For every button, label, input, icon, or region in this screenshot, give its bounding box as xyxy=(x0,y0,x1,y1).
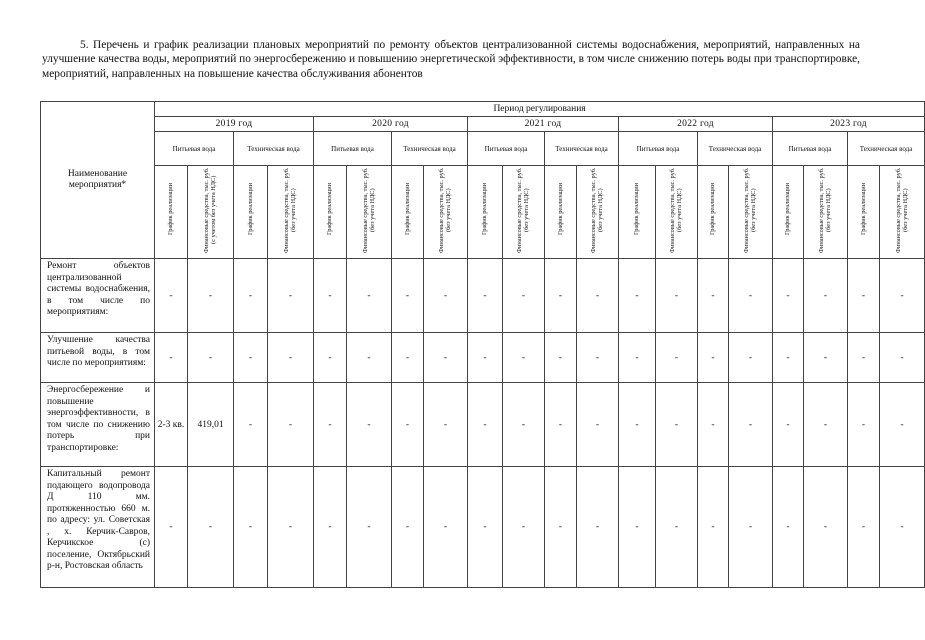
value-cell: - xyxy=(188,333,234,383)
value-cell: - xyxy=(392,259,424,333)
value-cell: - xyxy=(468,333,503,383)
drinking-water-header: Питьевая вода xyxy=(619,132,698,166)
subheader-label: Финансовые средства, тыс. руб. (без учета НДС) xyxy=(283,166,298,253)
value-cell: - xyxy=(848,259,880,333)
value-cell: - xyxy=(656,333,698,383)
year-header: 2022 год xyxy=(619,117,773,132)
value-cell: - xyxy=(804,259,848,333)
measure-name: Капитальный ремонт подающего водопровода Д 110 мм. протяженностью 660 м. по адресу: ул. Советская , х. Керчик-Савров, Керчикское (с) поселение, Октябрьский р-н, Ростовская область xyxy=(41,467,155,588)
value-cell: - xyxy=(347,333,392,383)
table-row xyxy=(41,259,925,333)
measure-name: Ремонт объектов централизованной системы водоснабжения, в том числе по мероприятиям: xyxy=(41,259,155,333)
value-cell: - xyxy=(698,259,729,333)
subheader-label: График реализации xyxy=(326,183,334,236)
drinking-water-header: Питьевая вода xyxy=(314,132,392,166)
value-cell: - xyxy=(314,333,347,383)
value-cell: - xyxy=(773,467,804,588)
funds-subheader xyxy=(188,166,234,259)
value-cell: - xyxy=(880,467,925,588)
value-cell: - xyxy=(656,467,698,588)
year-header: 2020 год xyxy=(314,117,468,132)
technical-water-header: Техническая вода xyxy=(392,132,468,166)
value-cell: 2-3 кв. xyxy=(155,383,188,467)
schedule-subheader xyxy=(155,166,188,259)
subheader-label: Финансовые средства, тыс. руб. (без учета НДС) xyxy=(743,166,758,253)
value-cell: 419,01 xyxy=(188,383,234,467)
value-cell: - xyxy=(392,467,424,588)
funds-subheader xyxy=(804,166,848,259)
value-cell: - xyxy=(392,383,424,467)
value-cell: - xyxy=(577,333,619,383)
value-cell: - xyxy=(424,383,468,467)
value-cell: - xyxy=(773,333,804,383)
name-header: Наименование мероприятия* xyxy=(41,102,155,259)
table-row xyxy=(41,383,925,467)
value-cell: - xyxy=(424,333,468,383)
value-cell: - xyxy=(656,383,698,467)
measure-name: Энергосбережение и повышение энергоэффективности, в том числе по снижению потерь при транспортировке: xyxy=(41,383,155,467)
value-cell: - xyxy=(773,383,804,467)
schedule-subheader xyxy=(848,166,880,259)
value-cell: - xyxy=(503,259,545,333)
subheader-label: Финансовые средства, тыс. руб. (без учета НДС) xyxy=(894,166,910,253)
subheader-label: Финансовые средства, тыс. руб. (без учета НДС) xyxy=(590,166,605,253)
value-cell: - xyxy=(619,467,656,588)
value-cell: - xyxy=(698,333,729,383)
value-cell: - xyxy=(468,467,503,588)
subheader-label: Финансовые средства, тыс. руб. (без учета НДС) xyxy=(361,166,376,253)
value-cell: - xyxy=(880,383,925,467)
schedule-subheader xyxy=(392,166,424,259)
value-cell: - xyxy=(880,259,925,333)
value-cell: - xyxy=(268,467,314,588)
value-cell: - xyxy=(347,383,392,467)
value-cell: - xyxy=(773,259,804,333)
value-cell: - xyxy=(619,259,656,333)
value-cell: - xyxy=(545,467,577,588)
value-cell: - xyxy=(268,333,314,383)
value-cell: - xyxy=(577,383,619,467)
value-cell: - xyxy=(619,333,656,383)
value-cell: - xyxy=(503,383,545,467)
value-cell: - xyxy=(347,259,392,333)
drinking-water-header: Питьевая вода xyxy=(155,132,234,166)
funds-subheader xyxy=(503,166,545,259)
value-cell: - xyxy=(545,259,577,333)
funds-subheader xyxy=(729,166,773,259)
value-cell: - xyxy=(804,467,848,588)
subheader-label: Финансовые средства, тыс. руб. (без учета НДС) xyxy=(438,166,453,253)
measure-name: Улучшение качества питьевой воды, в том числе по мероприятиям: xyxy=(41,333,155,383)
funds-subheader xyxy=(880,166,925,259)
period-row xyxy=(41,102,925,117)
schedule-subheader xyxy=(234,166,268,259)
technical-water-header: Техническая вода xyxy=(848,132,925,166)
value-cell: - xyxy=(545,383,577,467)
value-cell: - xyxy=(424,467,468,588)
period-header: Период регулирования xyxy=(155,102,925,117)
section-heading: 5. Перечень и график реализации плановых мероприятий по ремонту объектов централизованной системы водоснабжения, мероприятий, направленных на улучшение качества воды, мероприятий по энергосбережению и повышению энергетической эффективности, в том числе снижению потерь воды при транспортировке, мероприятий, направленных на повышение качества обслуживания абонентов xyxy=(42,39,860,80)
value-cell: - xyxy=(268,383,314,467)
subheader-label: График реализации xyxy=(556,183,564,236)
subheader-label: График реализации xyxy=(709,183,717,236)
value-cell: - xyxy=(729,333,773,383)
subheader-label: График реализации xyxy=(633,183,641,236)
year-header: 2019 год xyxy=(155,117,314,132)
value-cell: - xyxy=(729,259,773,333)
value-cell: - xyxy=(880,333,925,383)
schedule-subheader xyxy=(545,166,577,259)
value-cell: - xyxy=(155,333,188,383)
subheader-label: График реализации xyxy=(859,183,867,236)
year-row xyxy=(41,117,925,132)
value-cell: - xyxy=(188,259,234,333)
value-cell: - xyxy=(729,467,773,588)
value-cell: - xyxy=(545,333,577,383)
value-cell: - xyxy=(234,333,268,383)
value-cell: - xyxy=(577,259,619,333)
value-cell: - xyxy=(234,383,268,467)
funds-subheader xyxy=(577,166,619,259)
subheader-label: Финансовые средства, тыс. руб. (без учета НДС) xyxy=(818,166,833,253)
drinking-water-header: Питьевая вода xyxy=(468,132,545,166)
subheader-label: Финансовые средства, тыс. руб. (без учета НДС) xyxy=(516,166,531,253)
technical-water-header: Техническая вода xyxy=(698,132,773,166)
schedule-subheader xyxy=(619,166,656,259)
schedule-subheader xyxy=(468,166,503,259)
value-cell: - xyxy=(468,383,503,467)
funds-subheader xyxy=(347,166,392,259)
value-cell: - xyxy=(314,259,347,333)
schedule-subheader xyxy=(314,166,347,259)
value-cell: - xyxy=(804,383,848,467)
table-row xyxy=(41,333,925,383)
subheader-label: График реализации xyxy=(246,183,254,236)
subheader-label: Финансовые средства, тыс. руб. (без учета НДС) xyxy=(669,166,684,253)
value-cell: - xyxy=(619,383,656,467)
year-header: 2021 год xyxy=(468,117,619,132)
subheader-row xyxy=(41,166,925,259)
value-cell: - xyxy=(503,467,545,588)
subheader-label: Финансовые средства, тыс. руб. (с учетом без учета НДС) xyxy=(203,166,218,253)
value-cell: - xyxy=(503,333,545,383)
value-cell: - xyxy=(392,333,424,383)
drinking-water-header: Питьевая вода xyxy=(773,132,848,166)
value-cell: - xyxy=(314,383,347,467)
value-cell: - xyxy=(848,383,880,467)
year-header: 2023 год xyxy=(773,117,925,132)
funds-subheader xyxy=(268,166,314,259)
value-cell: - xyxy=(234,259,268,333)
subheader-label: График реализации xyxy=(784,183,792,236)
funds-subheader xyxy=(656,166,698,259)
technical-water-header: Техническая вода xyxy=(545,132,619,166)
value-cell: - xyxy=(424,259,468,333)
table-row xyxy=(41,467,925,588)
value-cell: - xyxy=(347,467,392,588)
water-type-row xyxy=(41,132,925,166)
subheader-label: График реализации xyxy=(167,183,175,236)
value-cell: - xyxy=(234,467,268,588)
value-cell: - xyxy=(155,467,188,588)
value-cell: - xyxy=(698,383,729,467)
subheader-label: График реализации xyxy=(481,183,489,236)
subheader-label: График реализации xyxy=(403,183,411,236)
technical-water-header: Техническая вода xyxy=(234,132,314,166)
value-cell: - xyxy=(848,467,880,588)
schedule-subheader xyxy=(773,166,804,259)
value-cell: - xyxy=(698,467,729,588)
value-cell: - xyxy=(577,467,619,588)
value-cell: - xyxy=(729,383,773,467)
value-cell: - xyxy=(188,467,234,588)
funds-subheader xyxy=(424,166,468,259)
value-cell: - xyxy=(804,333,848,383)
value-cell: - xyxy=(656,259,698,333)
value-cell: - xyxy=(155,259,188,333)
value-cell: - xyxy=(468,259,503,333)
value-cell: - xyxy=(268,259,314,333)
value-cell: - xyxy=(848,333,880,383)
schedule-table xyxy=(40,101,925,588)
value-cell: - xyxy=(314,467,347,588)
schedule-subheader xyxy=(698,166,729,259)
